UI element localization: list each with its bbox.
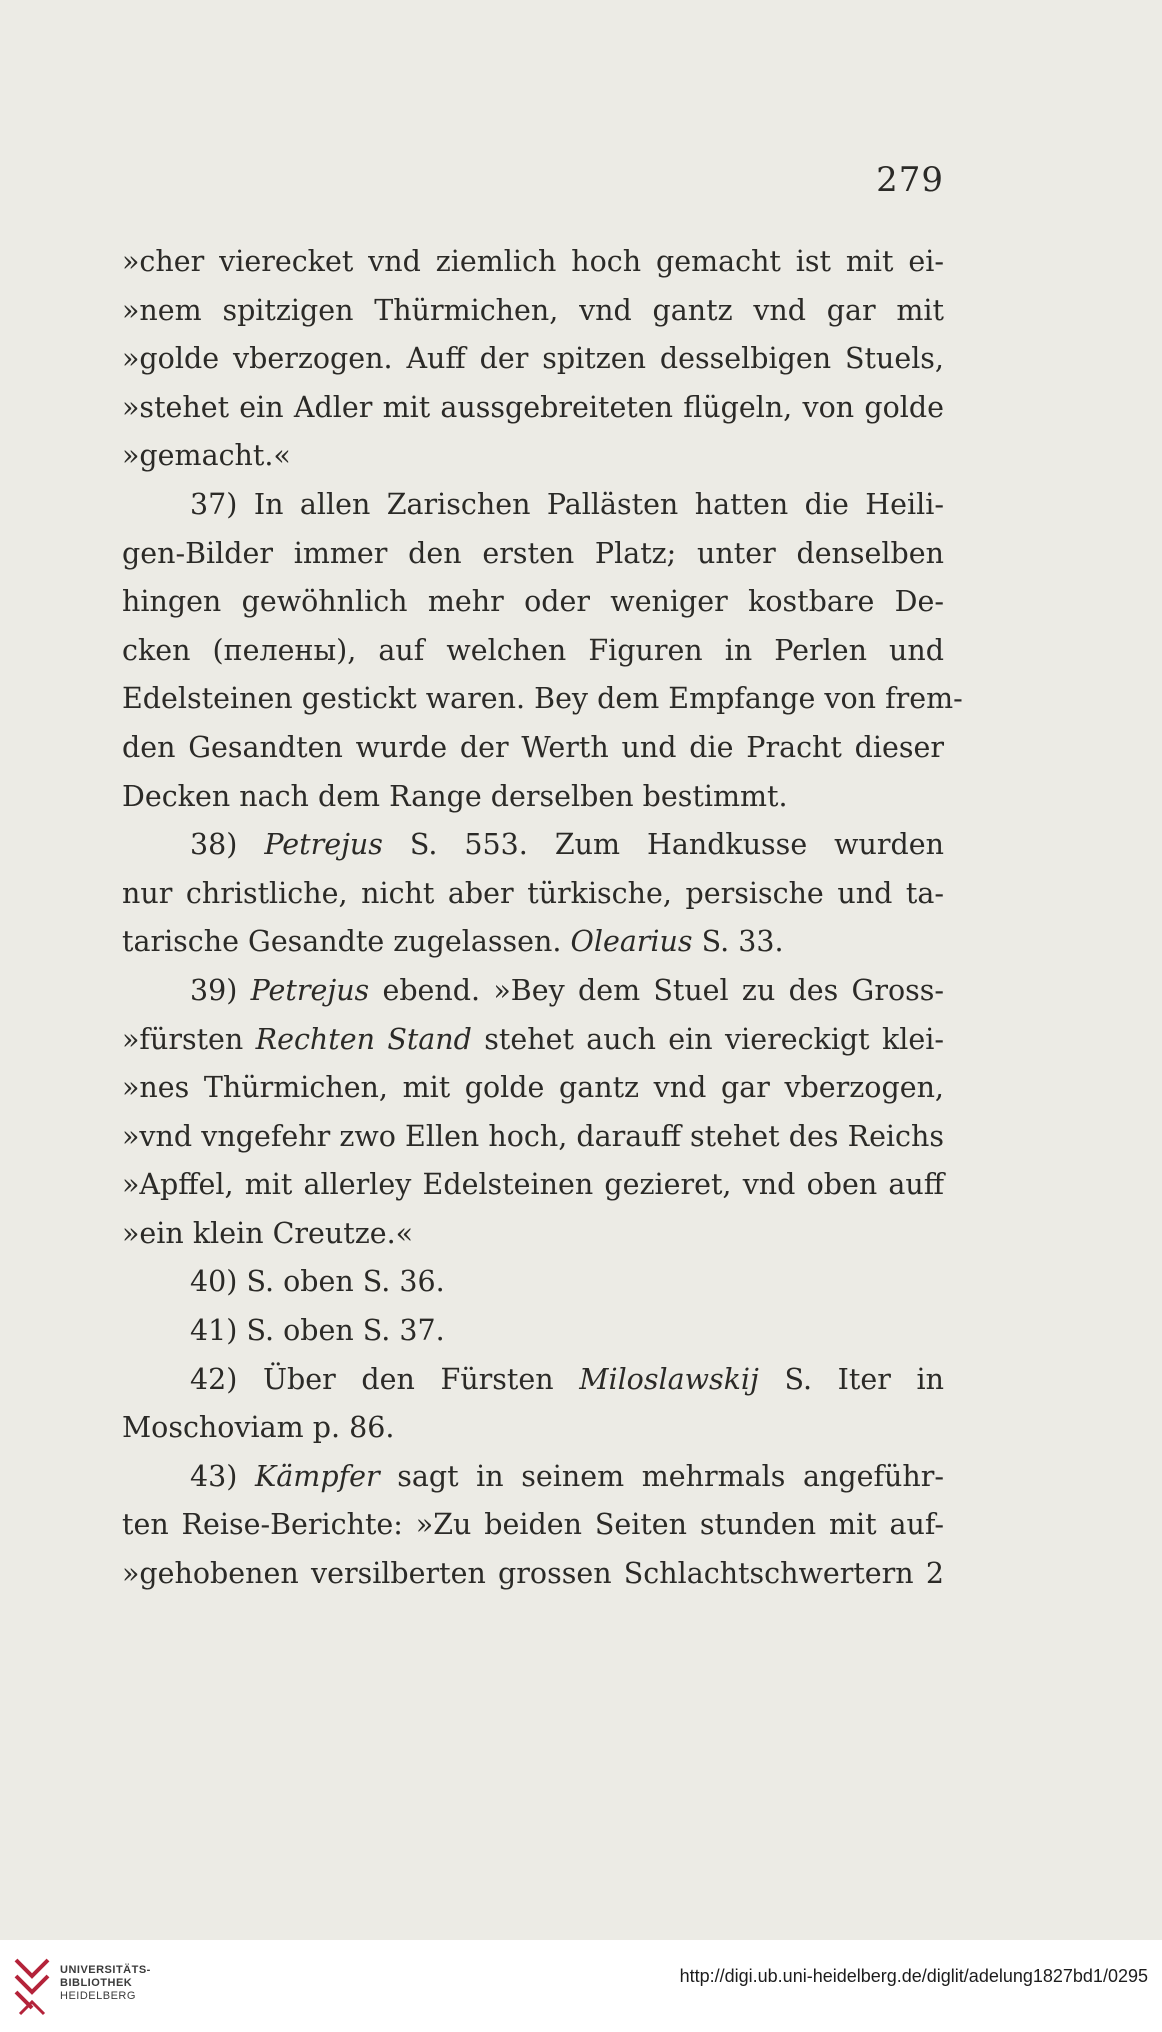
text-segment: tarische Gesandte zugelassen. xyxy=(122,925,571,959)
text-line xyxy=(122,578,944,627)
italic-name: Petrejus xyxy=(264,828,383,862)
text-segment: »nem spitzigen Thürmichen, vnd gantz vnd gar mit xyxy=(122,293,944,327)
text-segment: »fürsten xyxy=(122,1022,256,1056)
text-segment: »golde vberzogen. Auff der spitzen desselbigen Stuels, xyxy=(122,342,944,376)
text-segment: »cher vierecket vnd ziemlich hoch gemacht ist mit ei- xyxy=(122,245,944,278)
text-line xyxy=(122,1161,944,1210)
library-name xyxy=(60,1964,151,2003)
text-segment: 40) S. oben S. 36. xyxy=(190,1265,445,1299)
text-line xyxy=(122,1307,944,1356)
text-line xyxy=(122,384,944,433)
text-segment: S. 33. xyxy=(692,925,784,959)
text-line xyxy=(122,530,944,579)
university-library-logo-icon xyxy=(12,1956,52,2018)
body-text xyxy=(122,238,963,1599)
text-line xyxy=(122,1113,944,1162)
text-segment: den Gesandten wurde der Werth und die Pracht dieser xyxy=(122,730,944,764)
text-segment: 43) xyxy=(190,1459,256,1493)
text-segment: »ein klein Creutze.« xyxy=(122,1216,414,1250)
italic-name: Petrejus xyxy=(250,973,370,1007)
text-line xyxy=(122,1258,944,1307)
library-name-line: BIBLIOTHEK xyxy=(60,1977,133,1989)
text-segment: cken (пелены), auf welchen Figuren in Perlen und xyxy=(122,633,944,667)
text-line xyxy=(122,287,944,336)
text-segment: Moschoviam p. 86. xyxy=(122,1411,395,1445)
text-segment: »stehet ein Adler mit aussgebreiteten flügeln, von golde xyxy=(122,390,944,424)
text-segment: Decken nach dem Range derselben bestimmt. xyxy=(122,779,788,813)
text-line xyxy=(122,870,944,919)
italic-name: Rechten Stand xyxy=(255,1022,472,1056)
text-segment: 39) xyxy=(190,973,251,1007)
text-line xyxy=(122,1210,944,1259)
text-segment: Edelsteinen gestickt waren. Bey dem Empfange von frem- xyxy=(122,682,963,716)
text-segment: S. Iter in xyxy=(758,1362,944,1396)
text-line xyxy=(122,1356,944,1405)
italic-name: Kämpfer xyxy=(255,1459,380,1493)
library-name-line: HEIDELBERG xyxy=(60,1990,136,2002)
text-line xyxy=(122,821,944,870)
text-segment: S. 553. Zum Handkusse wurden xyxy=(382,828,944,862)
text-segment: »Apffel, mit allerley Edelsteinen gezieret, vnd oben auff xyxy=(122,1168,944,1202)
page-number: 279 xyxy=(876,160,944,200)
italic-name: Miloslawskij xyxy=(579,1362,759,1396)
text-line xyxy=(122,1501,944,1550)
text-segment: 38) xyxy=(190,828,265,862)
text-line xyxy=(122,967,944,1016)
text-segment: 42) Über den Fürsten xyxy=(190,1362,580,1396)
text-line xyxy=(122,724,944,773)
text-line xyxy=(122,1016,944,1065)
text-segment: stehet auch ein viereckigt klei- xyxy=(471,1022,944,1056)
text-line xyxy=(122,1453,944,1502)
text-line xyxy=(122,1064,944,1113)
text-line xyxy=(122,1550,944,1599)
text-segment: nur christliche, nicht aber türkische, persische und ta- xyxy=(122,876,944,910)
text-segment: 37) In allen Zarischen Pallästen hatten die Heili- xyxy=(190,487,944,521)
text-segment: ten Reise-Berichte: »Zu beiden Seiten stunden mit auf- xyxy=(122,1508,944,1542)
text-segment: sagt in seinem mehrmals angeführ- xyxy=(379,1459,944,1493)
italic-name: Olearius xyxy=(570,925,693,959)
text-line xyxy=(122,238,944,287)
text-line xyxy=(122,675,963,724)
text-segment: »gehobenen versilberten grossen Schlachtschwertern 2 xyxy=(122,1557,944,1591)
text-segment: ebend. »Bey dem Stuel zu des Gross- xyxy=(369,973,944,1007)
permalink-url[interactable]: http://digi.ub.uni-heidelberg.de/diglit/adelung1827bd1/0295 xyxy=(679,1966,1148,1986)
text-line xyxy=(122,432,944,481)
text-segment: 41) S. oben S. 37. xyxy=(190,1314,445,1348)
text-segment: hingen gewöhnlich mehr oder weniger kostbare De- xyxy=(122,585,944,619)
text-segment: gen-Bilder immer den ersten Platz; unter denselben xyxy=(122,536,944,570)
library-name-line: UNIVERSITÄTS- xyxy=(60,1964,151,1976)
text-segment: »nes Thürmichen, mit golde gantz vnd gar vberzogen, xyxy=(122,1071,944,1105)
footer-bar xyxy=(0,1940,1162,2032)
text-line xyxy=(122,335,944,384)
text-line xyxy=(122,1404,944,1453)
text-segment: »gemacht.« xyxy=(122,439,291,473)
text-line xyxy=(122,627,944,676)
text-line xyxy=(122,481,944,530)
text-line xyxy=(122,918,944,967)
text-line xyxy=(122,773,944,822)
text-segment: »vnd vngefehr zwo Ellen hoch, darauff stehet des Reichs xyxy=(122,1119,944,1153)
